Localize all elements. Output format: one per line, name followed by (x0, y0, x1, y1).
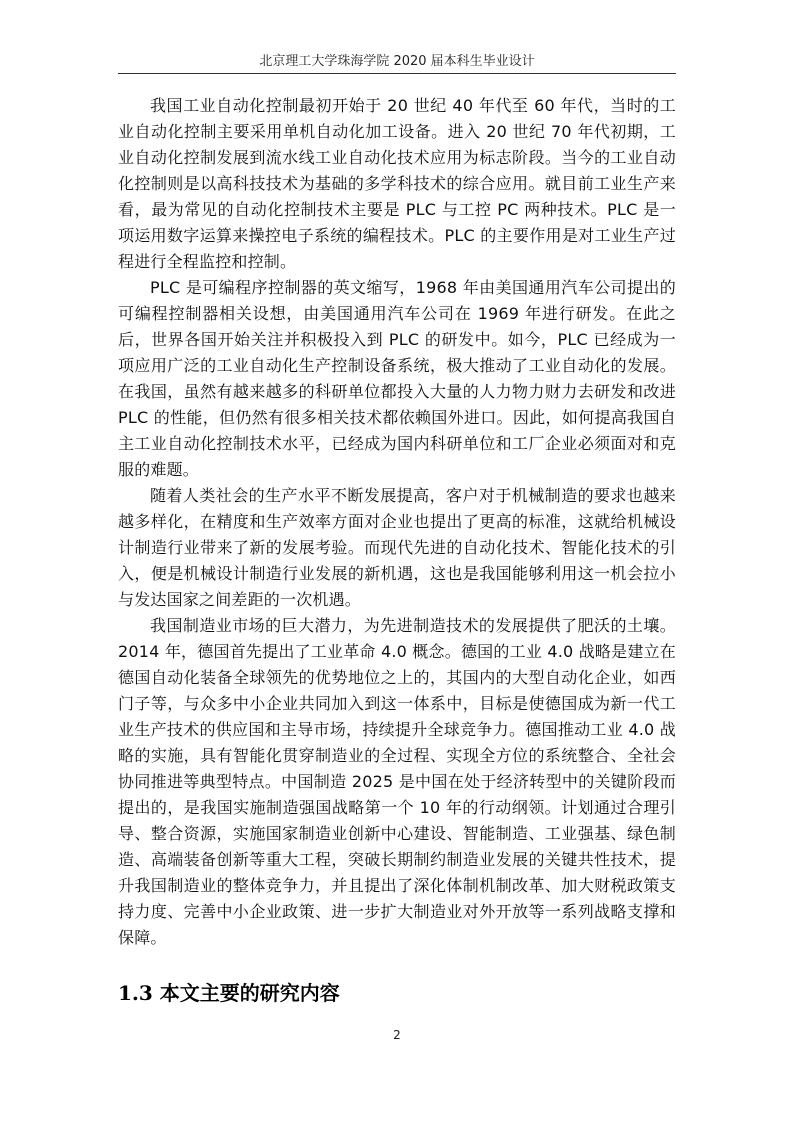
paragraph-industry-4-0: 我国制造业市场的巨大潜力，为先进制造技术的发展提供了肥沃的土壤。2014 年，德国首先提出了工业革命 4.0 概念。德国的工业 4.0 战略是建立在德国自动化装备全球领先的优势地位之上的，其国内的大型自动化企业，如西门子等，与众多中小企业共同加入到这一体系中，目标是使德国成为新一代工业生产技术的供应国和主导市场，持续提升全球竞争力。德国推动工业 4.0 战略的实施，具有智能化贯穿制造业的全过程、实现全方位的系统整合、全社会协同推进等典型特点。中国制造 2025 是中国在处于经济转型中的关键阶段而提出的，是我国实施制造强国战略第一个 10 年的行动纲领。计划通过合理引导、整合资源，实施国家制造业创新中心建设、智能制造、工业强基、绿色制造、高端装备创新等重大工程，突破长期制约制造业发展的关键共性技术，提升我国制造业的整体竞争力，并且提出了深化体制机制改革、加大财税政策支持力度、完善中小企业政策、进一步扩大制造业对外开放等一系列战略支撑和保障。 (118, 616, 676, 947)
paragraph-industrial-automation-history: 我国工业自动化控制最初开始于 20 世纪 40 年代至 60 年代，当时的工业自动化控制主要采用单机自动化加工设备。进入 20 世纪 70 年代初期，工业自动化控制发展到流水线工业自动化技术应用为标志阶段。当今的工业自动化控制则是以高科技技术为基础的多学科技术的综合应用。就目前工业生产来看，最为常见的自动化控制技术主要是 PLC 与工控 PC 两种技术。PLC 是一项运用数字运算来操控电子系统的编程技术。PLC 的主要作用是对工业生产过程进行全程监控和控制。 (118, 96, 676, 271)
header-divider (118, 73, 676, 74)
paragraph-manufacturing-demand: 随着人类社会的生产水平不断发展提高，客户对于机械制造的要求也越来越多样化，在精度和生产效率方面对企业也提出了更高的标准，这就给机械设计制造行业带来了新的发展考验。而现代先进的自动化技术、智能化技术的引入，便是机械设计制造行业发展的新机遇，这也是我国能够利用这一机会拉小与发达国家之间差距的一次机遇。 (118, 486, 676, 609)
page-number: 2 (393, 1028, 401, 1042)
paragraph-plc-overview: PLC 是可编程序控制器的英文缩写，1968 年由美国通用汽车公司提出的可编程控制器相关设想，由美国通用汽车公司在 1969 年进行研发。在此之后，世界各国开始关注并积极投入到 PLC 的研发中。如今，PLC 已经成为一项应用广泛的工业自动化生产控制设备系统，极大推动了工业自动化的发展。在我国，虽然有越来越多的科研单位都投入大量的人力物力财力去研发和改进 PLC 的性能，但仍然有很多相关技术都依赖国外进口。因此，如何提高我国自主工业自动化控制技术水平，已经成为国内科研单位和工厂企业必须面对和克服的难题。 (118, 278, 676, 479)
page-header: 北京理工大学珠海学院 2020 届本科生毕业设计 (259, 54, 535, 69)
document-body (118, 93, 676, 951)
section-heading: 1.3 本文主要的研究内容 (118, 981, 340, 1005)
